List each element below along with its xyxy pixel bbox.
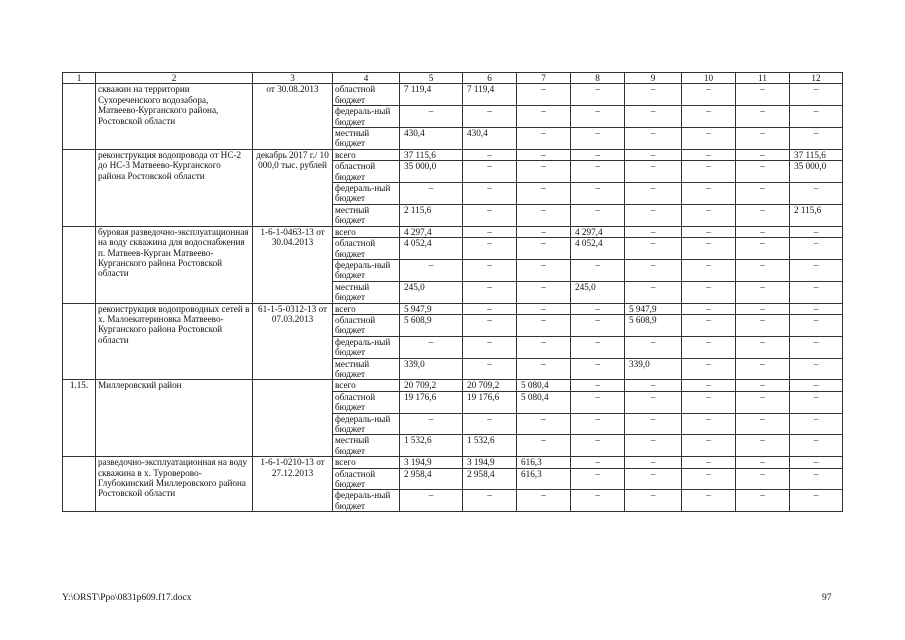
value-cell: – xyxy=(682,435,736,457)
value-cell: – xyxy=(517,490,571,512)
value-cell: – xyxy=(736,183,790,205)
funding-source: федераль-ный бюджет xyxy=(333,490,400,512)
funding-source: федераль-ный бюджет xyxy=(333,413,400,435)
page-number: 97 xyxy=(822,593,832,603)
value-cell: 19 176,6 xyxy=(463,391,517,413)
value-cell: – xyxy=(682,149,736,160)
value-cell: – xyxy=(736,149,790,160)
funding-source: областной бюджет xyxy=(333,84,400,106)
column-header: 5 xyxy=(400,73,463,84)
funding-source: местный бюджет xyxy=(333,204,400,226)
value-cell: – xyxy=(463,238,517,260)
funding-source: всего xyxy=(333,380,400,391)
value-cell: – xyxy=(517,84,571,106)
value-cell: – xyxy=(463,161,517,183)
value-cell: 5 608,9 xyxy=(625,314,682,336)
value-cell: – xyxy=(736,391,790,413)
footer-file-path: Y:\ORST\Ppo\0831p609.f17.docx xyxy=(62,593,192,603)
value-cell: – xyxy=(463,303,517,314)
value-cell: – xyxy=(400,106,463,128)
value-cell: – xyxy=(463,183,517,205)
project-name: скважин на территории Сухореченского водозабора, Матвеево-Курганского района, Ростовской области xyxy=(96,84,253,149)
value-cell: – xyxy=(736,358,790,380)
value-cell: – xyxy=(682,358,736,380)
value-cell: – xyxy=(736,380,790,391)
value-cell: 3 194,9 xyxy=(463,457,517,468)
funding-source: местный бюджет xyxy=(333,281,400,303)
value-cell: – xyxy=(736,336,790,358)
value-cell: – xyxy=(463,413,517,435)
row-number xyxy=(63,149,96,226)
value-cell: – xyxy=(517,358,571,380)
value-cell: – xyxy=(790,380,843,391)
funding-source: местный бюджет xyxy=(333,435,400,457)
value-cell: – xyxy=(517,128,571,150)
project-document xyxy=(253,380,333,457)
value-cell: 2 958,4 xyxy=(400,468,463,490)
value-cell: – xyxy=(736,413,790,435)
funding-source: федераль-ный бюджет xyxy=(333,259,400,281)
value-cell: – xyxy=(625,457,682,468)
value-cell: – xyxy=(463,226,517,237)
value-cell: 339,0 xyxy=(400,358,463,380)
table-row xyxy=(63,380,843,391)
value-cell: – xyxy=(625,149,682,160)
value-cell: – xyxy=(571,468,625,490)
value-cell: – xyxy=(517,336,571,358)
funding-source: областной бюджет xyxy=(333,314,400,336)
value-cell: – xyxy=(571,161,625,183)
value-cell: – xyxy=(790,413,843,435)
value-cell: – xyxy=(517,106,571,128)
value-cell: – xyxy=(736,161,790,183)
value-cell: – xyxy=(682,183,736,205)
value-cell: – xyxy=(517,314,571,336)
value-cell: – xyxy=(682,204,736,226)
value-cell: – xyxy=(571,457,625,468)
table-row xyxy=(63,457,843,468)
value-cell: – xyxy=(571,314,625,336)
value-cell: – xyxy=(625,435,682,457)
value-cell: 616,3 xyxy=(517,468,571,490)
value-cell: – xyxy=(400,259,463,281)
value-cell: – xyxy=(517,281,571,303)
value-cell: 5 608,9 xyxy=(400,314,463,336)
row-number xyxy=(63,457,96,512)
value-cell: – xyxy=(682,457,736,468)
value-cell: – xyxy=(625,238,682,260)
table-body xyxy=(63,73,843,512)
value-cell: 3 194,9 xyxy=(400,457,463,468)
value-cell: – xyxy=(790,183,843,205)
value-cell: – xyxy=(463,336,517,358)
value-cell: – xyxy=(400,336,463,358)
value-cell: – xyxy=(571,106,625,128)
value-cell: 20 709,2 xyxy=(400,380,463,391)
value-cell: – xyxy=(625,128,682,150)
value-cell: – xyxy=(682,226,736,237)
column-header: 3 xyxy=(253,73,333,84)
value-cell: – xyxy=(517,303,571,314)
value-cell: – xyxy=(736,106,790,128)
value-cell: 35 000,0 xyxy=(400,161,463,183)
funding-source: федераль-ный бюджет xyxy=(333,183,400,205)
value-cell: – xyxy=(625,259,682,281)
value-cell: – xyxy=(682,336,736,358)
value-cell: 245,0 xyxy=(400,281,463,303)
value-cell: – xyxy=(790,128,843,150)
column-header: 8 xyxy=(571,73,625,84)
project-name: разведочно-эксплуатационная на воду скважина в х. Туроверово-Глубокинский Миллеровского района Ростовской области xyxy=(96,457,253,512)
funding-source: областной бюджет xyxy=(333,468,400,490)
column-header: 2 xyxy=(96,73,253,84)
value-cell: – xyxy=(736,468,790,490)
value-cell: – xyxy=(517,149,571,160)
value-cell: – xyxy=(571,128,625,150)
funding-source: федераль-ный бюджет xyxy=(333,106,400,128)
funding-source: федераль-ный бюджет xyxy=(333,336,400,358)
value-cell: – xyxy=(790,490,843,512)
value-cell: – xyxy=(790,84,843,106)
value-cell: – xyxy=(625,413,682,435)
value-cell: – xyxy=(790,391,843,413)
value-cell: 7 119,4 xyxy=(400,84,463,106)
value-cell: 4 052,4 xyxy=(571,238,625,260)
value-cell: – xyxy=(571,183,625,205)
value-cell: – xyxy=(625,380,682,391)
project-document: 61-1-5-0312-13 от 07.03.2013 xyxy=(253,303,333,380)
value-cell: 37 115,6 xyxy=(790,149,843,160)
column-header: 4 xyxy=(333,73,400,84)
column-header: 6 xyxy=(463,73,517,84)
value-cell: – xyxy=(682,161,736,183)
value-cell: 1 532,6 xyxy=(463,435,517,457)
value-cell: – xyxy=(682,314,736,336)
funding-source: всего xyxy=(333,226,400,237)
value-cell: – xyxy=(571,413,625,435)
value-cell: – xyxy=(517,238,571,260)
value-cell: – xyxy=(517,435,571,457)
value-cell: 1 532,6 xyxy=(400,435,463,457)
funding-source: областной бюджет xyxy=(333,161,400,183)
value-cell: – xyxy=(682,303,736,314)
value-cell: – xyxy=(625,391,682,413)
value-cell: – xyxy=(625,226,682,237)
value-cell: – xyxy=(682,259,736,281)
value-cell: – xyxy=(682,380,736,391)
value-cell: – xyxy=(790,226,843,237)
value-cell: 430,4 xyxy=(400,128,463,150)
value-cell: 5 947,9 xyxy=(625,303,682,314)
value-cell: – xyxy=(736,314,790,336)
value-cell: 4 052,4 xyxy=(400,238,463,260)
value-cell: – xyxy=(517,226,571,237)
value-cell: – xyxy=(463,314,517,336)
value-cell: – xyxy=(682,84,736,106)
value-cell: 19 176,6 xyxy=(400,391,463,413)
value-cell: – xyxy=(736,303,790,314)
row-number xyxy=(63,303,96,380)
value-cell: – xyxy=(682,281,736,303)
value-cell: – xyxy=(571,259,625,281)
column-header: 9 xyxy=(625,73,682,84)
project-document: от 30.08.2013 xyxy=(253,84,333,149)
value-cell: – xyxy=(571,204,625,226)
value-cell: 430,4 xyxy=(463,128,517,150)
value-cell: – xyxy=(736,226,790,237)
value-cell: – xyxy=(571,303,625,314)
value-cell: – xyxy=(790,106,843,128)
value-cell: – xyxy=(736,435,790,457)
value-cell: – xyxy=(571,84,625,106)
value-cell: – xyxy=(790,238,843,260)
project-document: 1-6-1-0463-13 от 30.04.2013 xyxy=(253,226,333,303)
value-cell: 2 115,6 xyxy=(400,204,463,226)
value-cell: – xyxy=(463,106,517,128)
value-cell: 5 947,9 xyxy=(400,303,463,314)
value-cell: 2 115,6 xyxy=(790,204,843,226)
table-row xyxy=(63,84,843,106)
funding-source: всего xyxy=(333,149,400,160)
value-cell: 20 709,2 xyxy=(463,380,517,391)
value-cell: – xyxy=(571,435,625,457)
value-cell: 35 000,0 xyxy=(790,161,843,183)
value-cell: – xyxy=(625,468,682,490)
funding-source: областной бюджет xyxy=(333,238,400,260)
project-name: реконструкция водопроводных сетей в х. Малоекатериновка Матвеево-Курганского района Ростовской области xyxy=(96,303,253,380)
funding-source: областной бюджет xyxy=(333,391,400,413)
value-cell: – xyxy=(736,281,790,303)
value-cell: – xyxy=(736,457,790,468)
value-cell: – xyxy=(790,468,843,490)
value-cell: 5 080,4 xyxy=(517,391,571,413)
value-cell: – xyxy=(790,259,843,281)
funding-source: местный бюджет xyxy=(333,128,400,150)
value-cell: – xyxy=(400,413,463,435)
value-cell: – xyxy=(517,161,571,183)
value-cell: – xyxy=(625,281,682,303)
value-cell: – xyxy=(736,259,790,281)
value-cell: – xyxy=(400,490,463,512)
value-cell: – xyxy=(463,281,517,303)
value-cell: – xyxy=(736,490,790,512)
value-cell: – xyxy=(625,204,682,226)
value-cell: – xyxy=(463,204,517,226)
funding-source: всего xyxy=(333,457,400,468)
value-cell: – xyxy=(736,84,790,106)
header-row xyxy=(63,73,843,84)
value-cell: – xyxy=(682,413,736,435)
value-cell: – xyxy=(736,204,790,226)
value-cell: – xyxy=(682,468,736,490)
value-cell: – xyxy=(682,490,736,512)
value-cell: – xyxy=(517,204,571,226)
value-cell: – xyxy=(517,183,571,205)
column-header: 7 xyxy=(517,73,571,84)
value-cell: 37 115,6 xyxy=(400,149,463,160)
value-cell: – xyxy=(790,314,843,336)
column-header: 11 xyxy=(736,73,790,84)
funding-table xyxy=(62,72,843,512)
value-cell: – xyxy=(682,106,736,128)
value-cell: – xyxy=(463,149,517,160)
value-cell: – xyxy=(517,413,571,435)
value-cell: – xyxy=(625,336,682,358)
row-number xyxy=(63,84,96,149)
value-cell: – xyxy=(625,161,682,183)
value-cell: – xyxy=(400,183,463,205)
value-cell: – xyxy=(625,183,682,205)
value-cell: 7 119,4 xyxy=(463,84,517,106)
value-cell: 4 297,4 xyxy=(400,226,463,237)
table-row xyxy=(63,303,843,314)
value-cell: – xyxy=(682,128,736,150)
value-cell: – xyxy=(625,490,682,512)
column-header: 12 xyxy=(790,73,843,84)
value-cell: – xyxy=(571,391,625,413)
value-cell: – xyxy=(790,435,843,457)
value-cell: – xyxy=(790,336,843,358)
value-cell: – xyxy=(790,358,843,380)
table-row xyxy=(63,149,843,160)
project-name: буровая разведочно-эксплуатационная на воду скважина для водоснабжения п. Матвеев-Курган Матвеево-Курганского района Ростовской области xyxy=(96,226,253,303)
value-cell: – xyxy=(625,84,682,106)
funding-source: всего xyxy=(333,303,400,314)
value-cell: – xyxy=(571,358,625,380)
value-cell: – xyxy=(736,238,790,260)
value-cell: – xyxy=(463,358,517,380)
value-cell: – xyxy=(463,490,517,512)
row-number: 1.15. xyxy=(63,380,96,457)
value-cell: 2 958,4 xyxy=(463,468,517,490)
column-header: 10 xyxy=(682,73,736,84)
row-number xyxy=(63,226,96,303)
value-cell: 5 080,4 xyxy=(517,380,571,391)
value-cell: – xyxy=(571,336,625,358)
value-cell: – xyxy=(463,259,517,281)
value-cell: – xyxy=(571,149,625,160)
funding-source: местный бюджет xyxy=(333,358,400,380)
value-cell: – xyxy=(571,380,625,391)
value-cell: – xyxy=(790,281,843,303)
project-name: реконструкция водопровода от НС-2 до НС-3 Матвеево-Курганского района Ростовской области xyxy=(96,149,253,226)
value-cell: – xyxy=(517,259,571,281)
table-row xyxy=(63,226,843,237)
value-cell: 616,3 xyxy=(517,457,571,468)
value-cell: – xyxy=(682,391,736,413)
value-cell: 339,0 xyxy=(625,358,682,380)
column-header: 1 xyxy=(63,73,96,84)
project-name: Миллеровский район xyxy=(96,380,253,457)
value-cell: – xyxy=(625,106,682,128)
project-document: декабрь 2017 г./ 10 000,0 тыс. рублей xyxy=(253,149,333,226)
value-cell: – xyxy=(736,128,790,150)
value-cell: – xyxy=(790,457,843,468)
value-cell: – xyxy=(790,303,843,314)
value-cell: – xyxy=(571,490,625,512)
value-cell: 4 297,4 xyxy=(571,226,625,237)
value-cell: 245,0 xyxy=(571,281,625,303)
value-cell: – xyxy=(682,238,736,260)
project-document: 1-6-1-0210-13 от 27.12.2013 xyxy=(253,457,333,512)
